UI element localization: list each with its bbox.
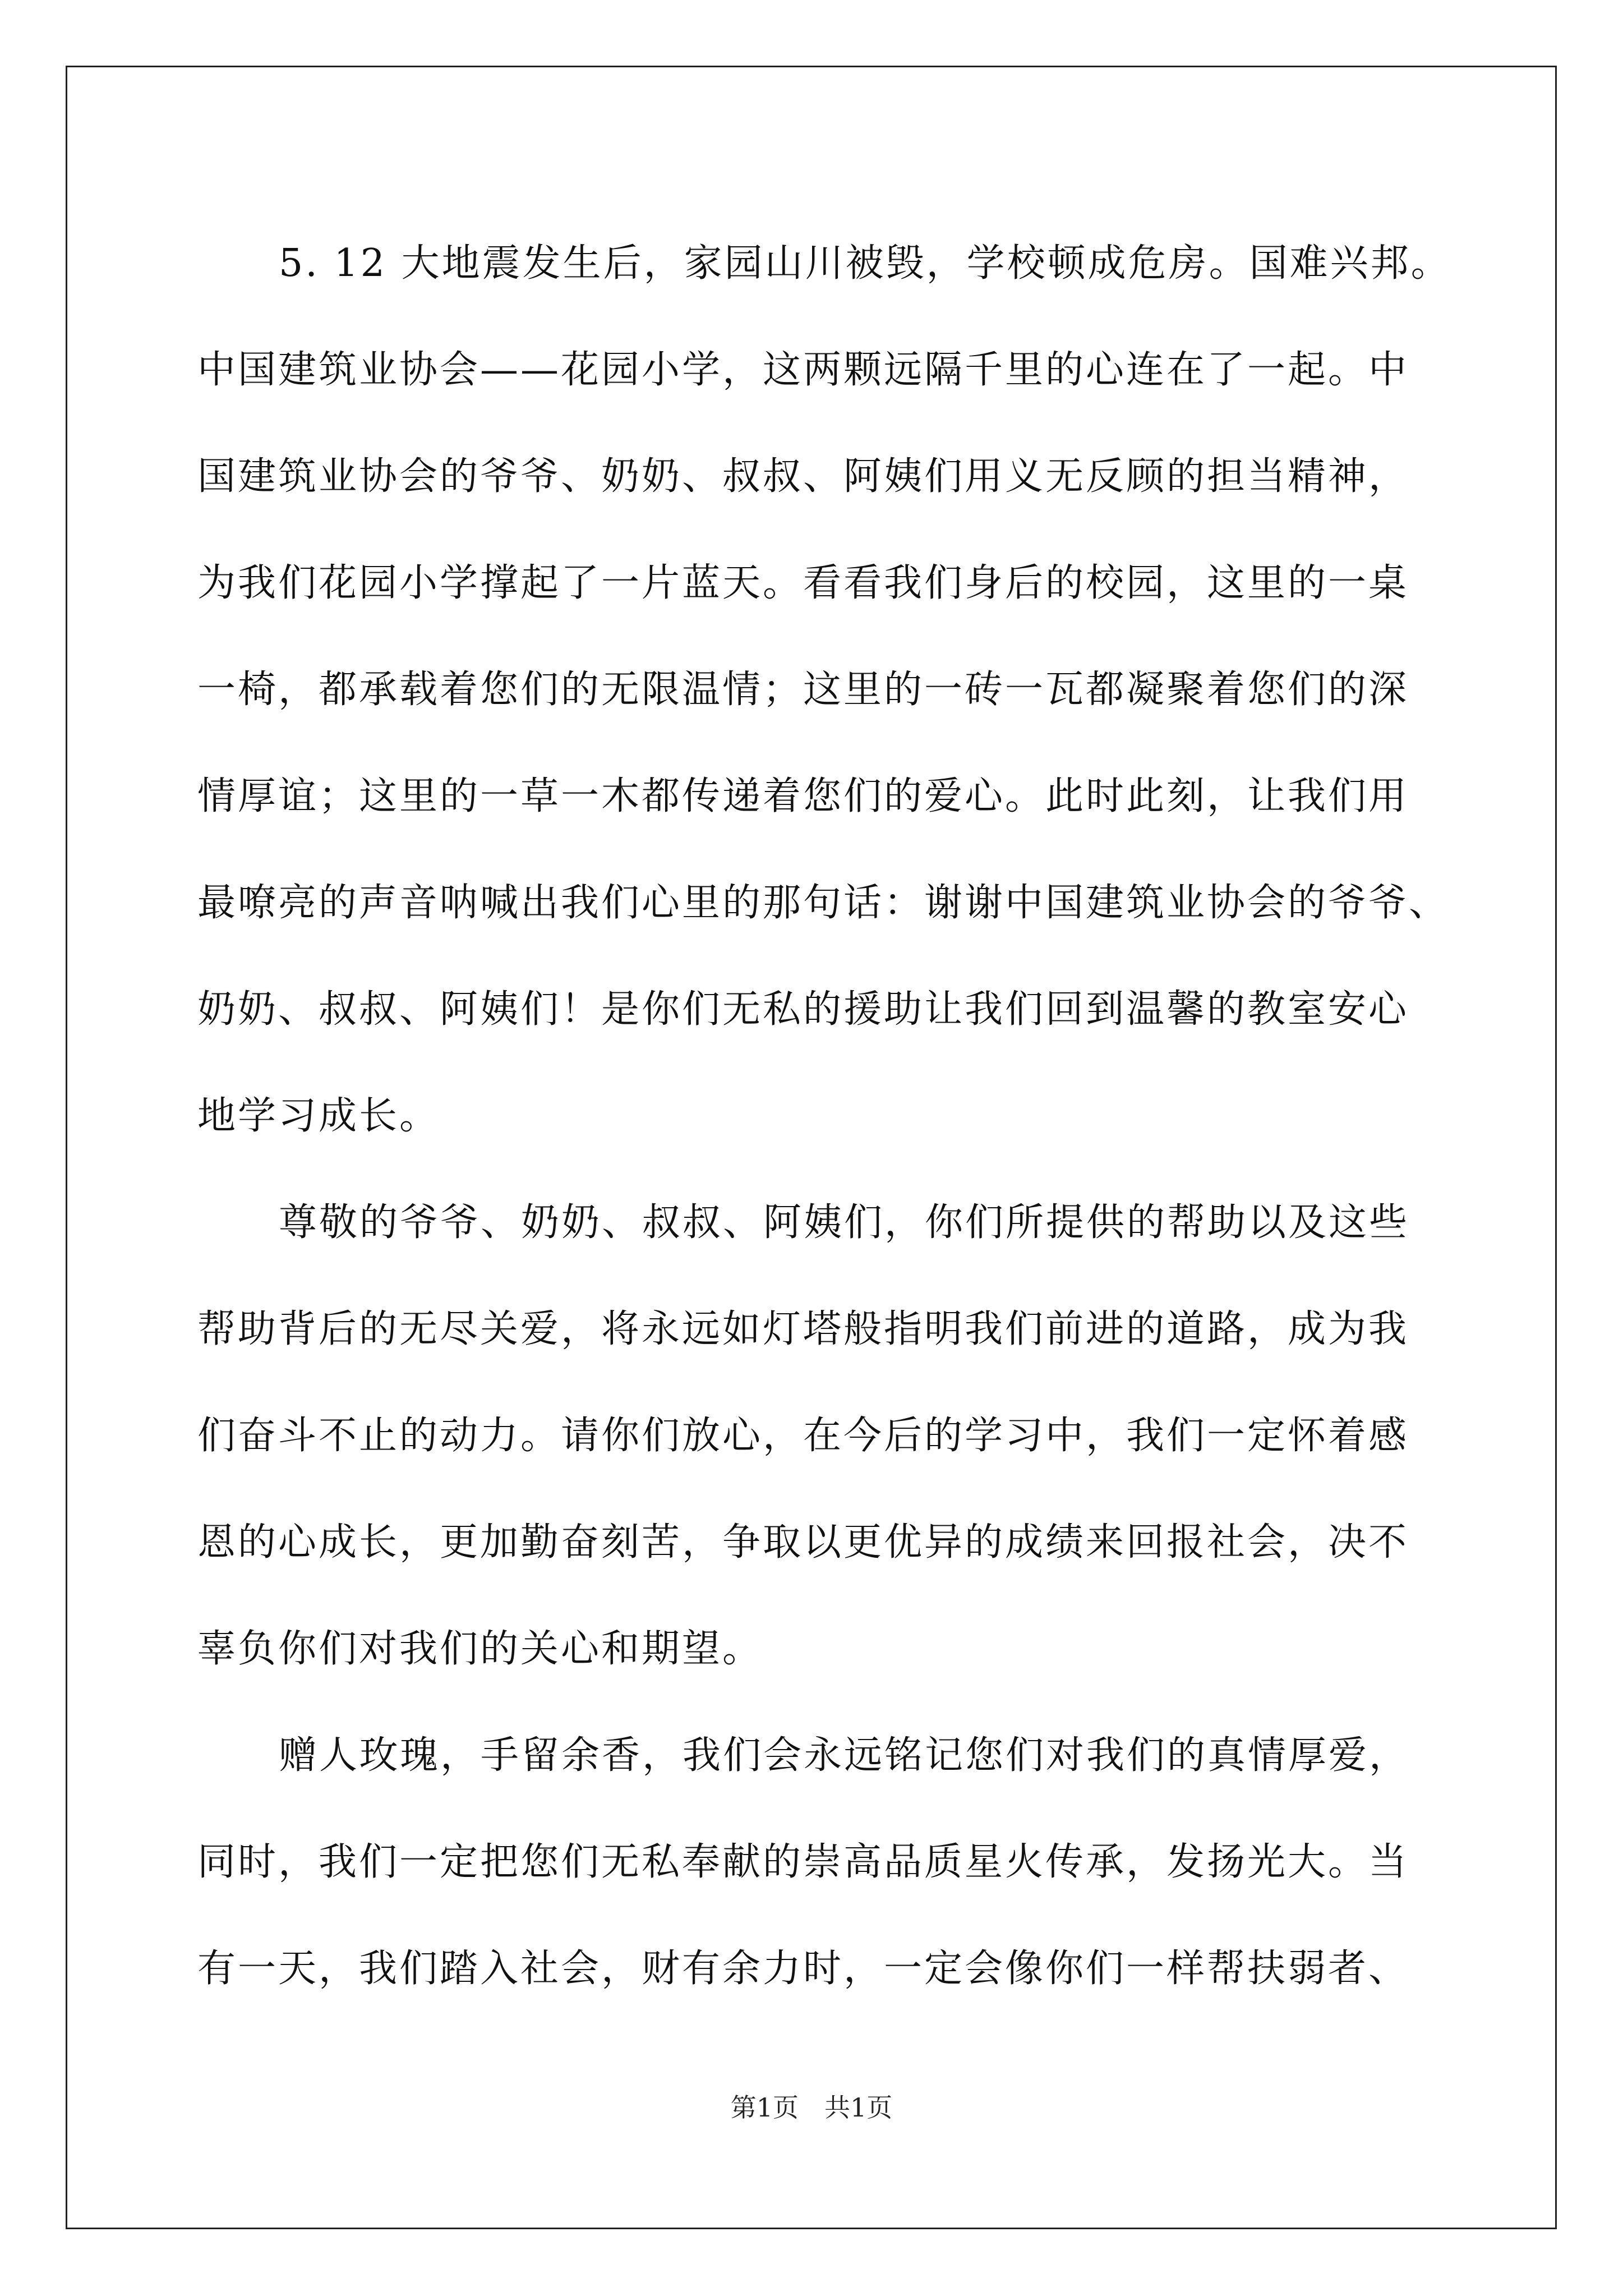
- text-line: 辜负你们对我们的关心和期望。: [197, 1627, 763, 1671]
- text-line: 奶奶、叔叔、阿姨们！是你们无私的援助让我们回到温馨的教室安心: [197, 987, 1409, 1032]
- page-number-label: 第1页 共1页: [730, 2092, 893, 2123]
- text-line: 地学习成长。: [197, 1094, 440, 1138]
- text-line: 5. 12 大地震发生后，家园山川被毁，学校顿成危房。国难兴邦。: [279, 241, 1451, 286]
- text-line: 尊敬的爷爷、奶奶、叔叔、阿姨们，你们所提供的帮助以及这些: [279, 1200, 1410, 1245]
- text-line: 们奋斗不止的动力。请你们放心，在今后的学习中，我们一定怀着感: [197, 1414, 1409, 1458]
- text-line: 赠人玫瑰，手留余香，我们会永远铭记您们对我们的真情厚爱，: [279, 1733, 1410, 1778]
- text-line: 最嘹亮的声音呐喊出我们心里的那句话：谢谢中国建筑业协会的爷爷、: [197, 881, 1450, 925]
- text-line: 一椅，都承载着您们的无限温情；这里的一砖一瓦都凝聚着您们的深: [197, 668, 1409, 712]
- text-line: 国建筑业协会的爷爷、奶奶、叔叔、阿姨们用义无反顾的担当精神，: [197, 454, 1409, 499]
- text-line: 恩的心成长，更加勤奋刻苦，争取以更优异的成绩来回报社会，决不: [197, 1520, 1409, 1565]
- text-line: 有一天，我们踏入社会，财有余力时，一定会像你们一样帮扶弱者、: [197, 1947, 1409, 1991]
- paragraph-1: [197, 210, 1454, 1170]
- document-body: [197, 210, 1454, 2022]
- text-line: 帮助背后的无尽关爱，将永远如灯塔般指明我们前进的道路，成为我: [197, 1307, 1409, 1351]
- text-line: 情厚谊；这里的一草一木都传递着您们的爱心。此时此刻，让我们用: [197, 774, 1409, 818]
- paragraph-3: [197, 1703, 1454, 2022]
- page-footer: [0, 2091, 1623, 2124]
- text-line: 同时，我们一定把您们无私奉献的崇高品质星火传承，发扬光大。当: [197, 1840, 1409, 1884]
- paragraph-2: [197, 1170, 1454, 1703]
- text-line: 为我们花园小学撑起了一片蓝天。看看我们身后的校园，这里的一桌: [197, 561, 1409, 605]
- text-line: 中国建筑业协会——花园小学，这两颗远隔千里的心连在了一起。中: [197, 348, 1409, 392]
